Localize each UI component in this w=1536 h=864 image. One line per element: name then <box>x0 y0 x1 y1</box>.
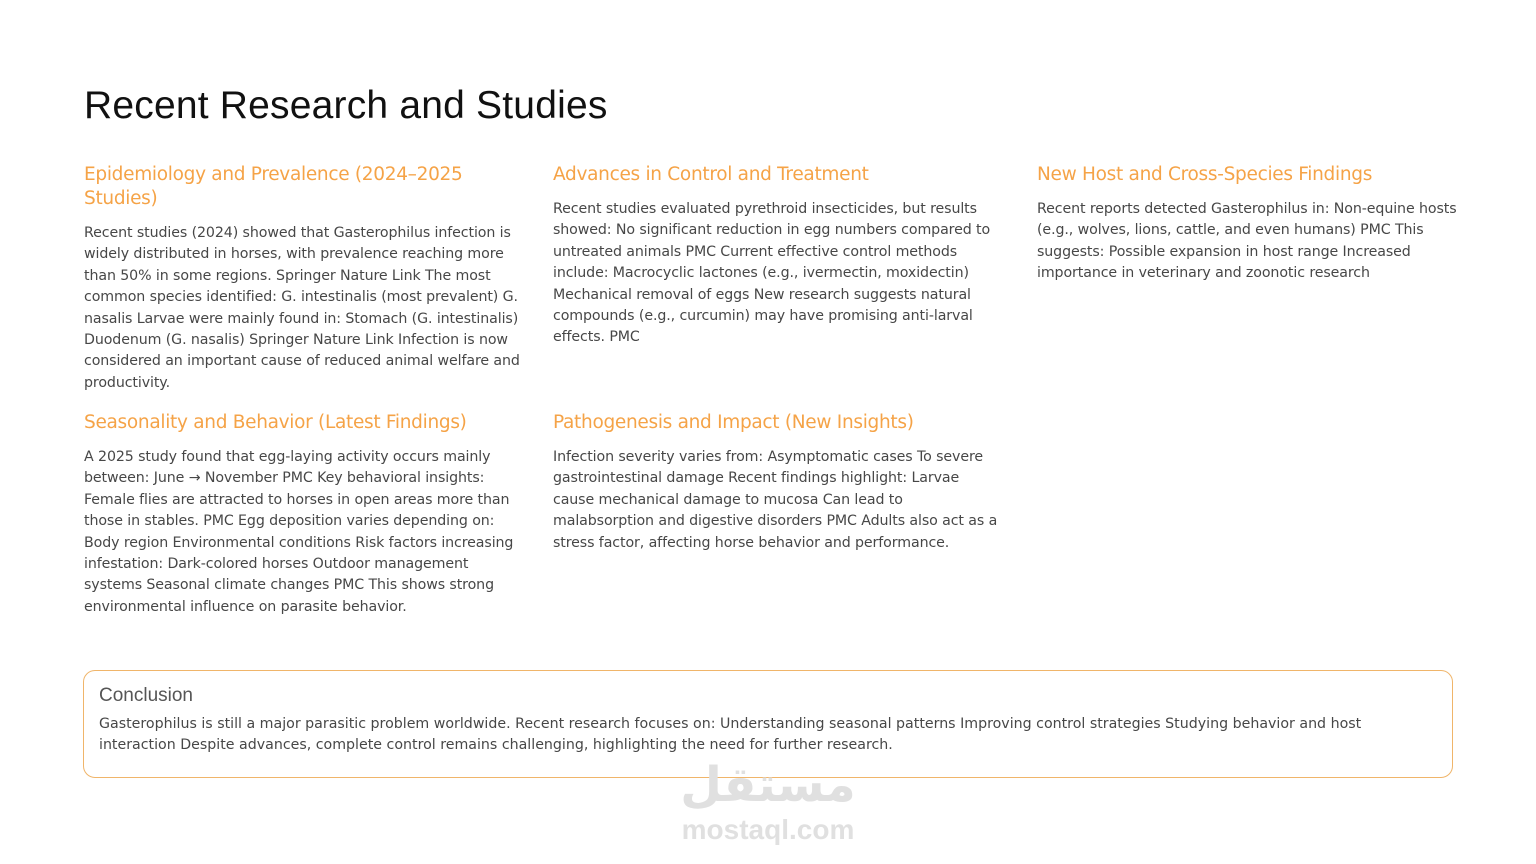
conclusion-heading: Conclusion <box>99 685 193 706</box>
section-epidemiology <box>84 163 524 394</box>
watermark-arabic: مستقل <box>680 757 856 813</box>
section-heading: Epidemiology and Prevalence (2024–2025 Studies) <box>84 164 463 209</box>
section-seasonality <box>84 411 524 618</box>
section-heading: New Host and Cross-Species Findings <box>1037 164 1373 185</box>
conclusion-body: Gasterophilus is still a major parasitic problem worldwide. Recent research focuses on: Understanding seasonal patterns Improving control strategies Studying behavior and host interaction Despite advances, complete control remains challenging, highlighting the need for further research. <box>99 716 1362 754</box>
section-body: Recent reports detected Gasterophilus in: Non-equine hosts (e.g., wolves, lions, cattle, and even humans) PMC This suggests: Possible expansion in host range Increased importance in veterinary and zoonotic research <box>1037 201 1457 282</box>
section-host-findings <box>1037 163 1482 285</box>
section-body: Recent studies (2024) showed that Gasterophilus infection is widely distributed in horses, with prevalence reaching more than 50% in some regions. Springer Nature Link The most common species identified: G. intestinalis (most prevalent) G. nasalis Larvae were mainly found in: Stomach (G. intestinalis) Duodenum (G. nasalis) Springer Nature Link Infection is now considered an important cause of reduced animal welfare and productivity. <box>84 225 520 391</box>
section-body: Recent studies evaluated pyrethroid insecticides, but results showed: No significant reduction in egg numbers compared to untreated animals PMC Current effective control methods include: Macrocyclic lactones (e.g., ivermectin, moxidectin) Mechanical removal of eggs New research suggests natural compounds (e.g., curcumin) may have promising anti-larval effects. PMC <box>553 201 991 346</box>
section-pathogenesis <box>553 411 998 554</box>
section-heading: Seasonality and Behavior (Latest Findings) <box>84 412 467 433</box>
watermark-latin: mostaql.com <box>681 814 855 845</box>
slide-title: Recent Research and Studies <box>84 84 608 127</box>
section-body: A 2025 study found that egg-laying activity occurs mainly between: June → November PMC Key behavioral insights: Female flies are attracted to horses in open areas more than those in stables. PMC Egg deposition varies depending on: Body region Environmental conditions Risk factors increasing infestation: Dark-colored horses Outdoor management systems Seasonal climate changes PMC This shows strong environmental influence on parasite behavior. <box>84 449 514 615</box>
watermark-logo <box>640 755 896 845</box>
section-heading: Advances in Control and Treatment <box>553 164 869 185</box>
section-body: Infection severity varies from: Asymptomatic cases To severe gastrointestinal damage Recent findings highlight: Larvae cause mechanical damage to mucosa Can lead to malabsorption and digestive disorders PMC Adults also act as a stress factor, affecting horse behavior and performance. <box>553 449 998 551</box>
section-control-treatment <box>553 163 1008 349</box>
section-heading: Pathogenesis and Impact (New Insights) <box>553 412 914 433</box>
